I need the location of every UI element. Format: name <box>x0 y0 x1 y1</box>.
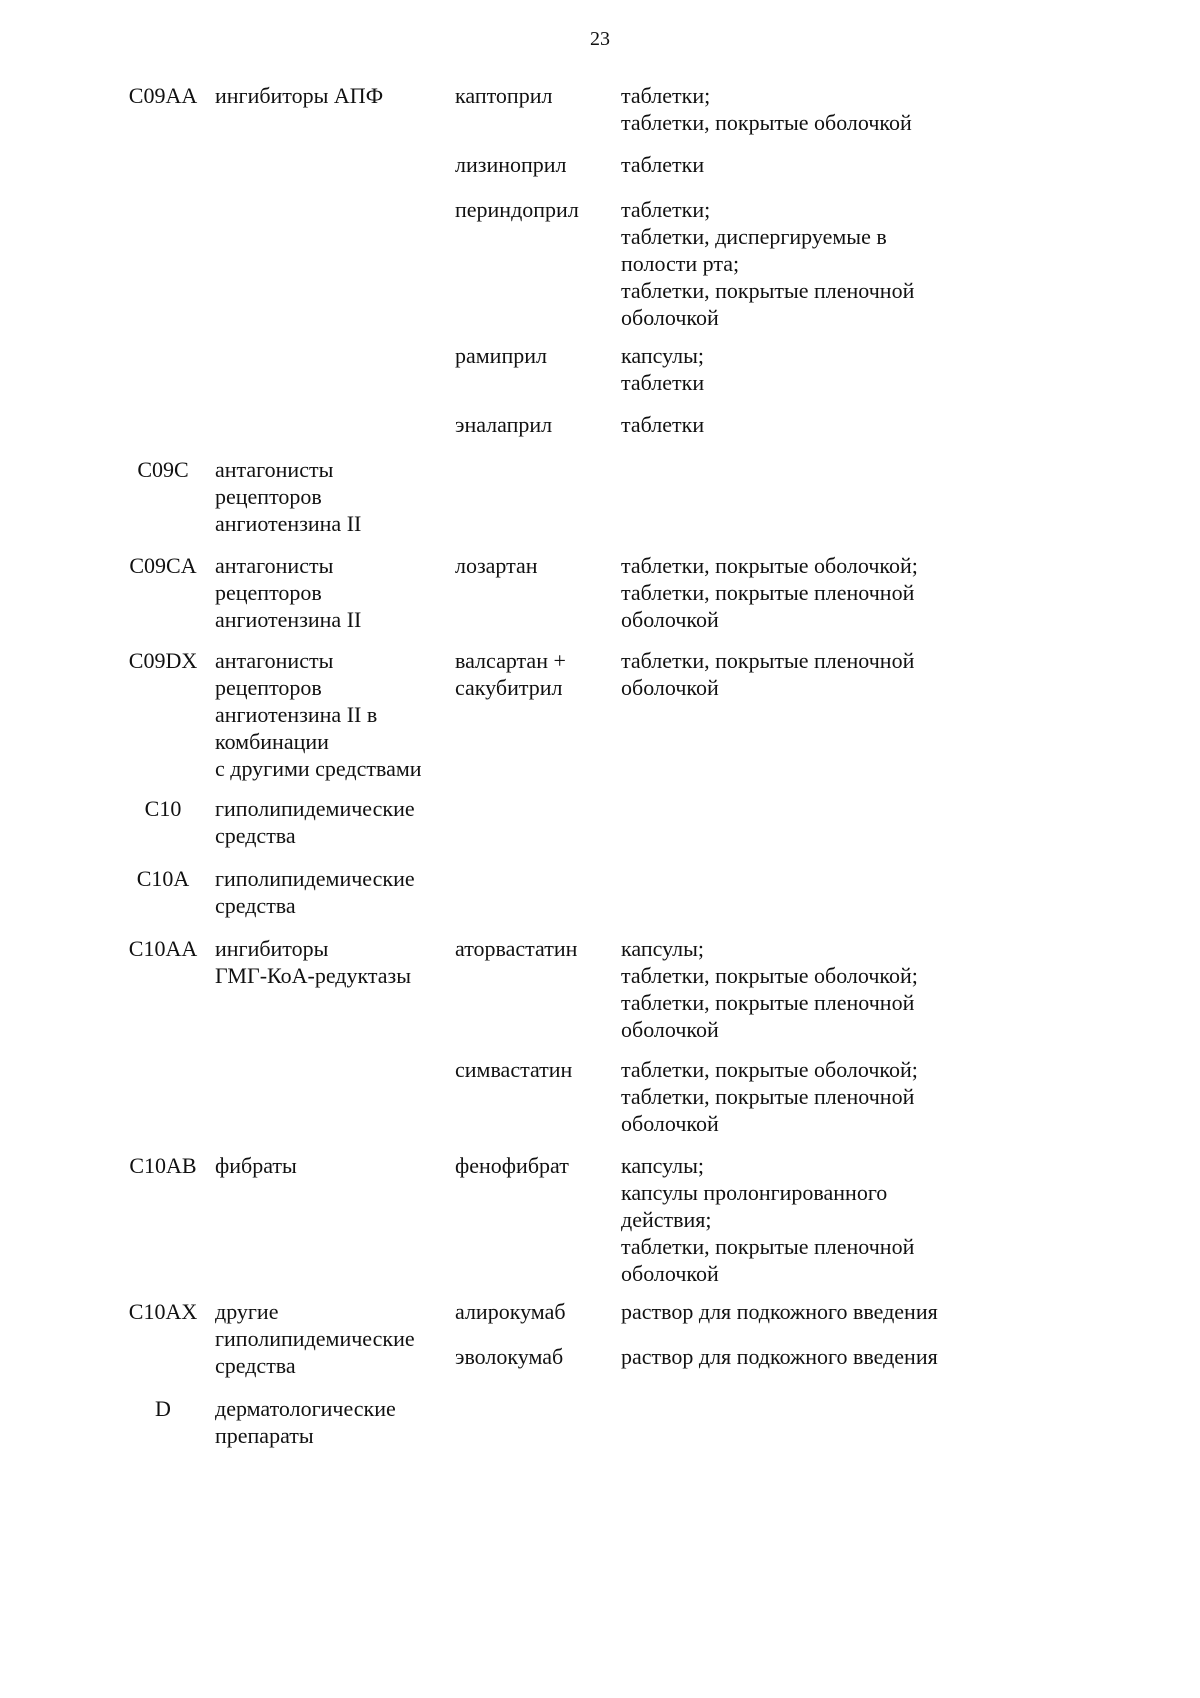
atc-group-name-line: гиполипидемические <box>215 1326 415 1351</box>
atc-group-name-line: рецепторов <box>215 580 322 605</box>
dosage-forms-line: оболочкой <box>621 305 719 330</box>
dosage-forms-line: действия; <box>621 1207 712 1232</box>
dosage-forms <box>621 1298 991 1325</box>
atc-code: C09C <box>137 457 189 482</box>
atc-code: C09DX <box>128 648 198 673</box>
drug-name <box>455 1298 615 1325</box>
dosage-forms <box>621 1056 991 1137</box>
atc-group-name <box>215 795 450 849</box>
atc-group-name-line: средства <box>215 1353 296 1378</box>
atc-group-name <box>215 552 450 633</box>
atc-code: C09CA <box>129 553 197 578</box>
drug-name-line: аторвастатин <box>455 936 578 961</box>
drug-name <box>455 647 615 701</box>
atc-group-name <box>215 865 450 919</box>
dosage-forms <box>621 1343 991 1370</box>
dosage-forms-line: таблетки, покрытые оболочкой; <box>621 963 918 988</box>
atc-group-name-line: ангиотензина II в <box>215 702 378 727</box>
atc-group-name-line: препараты <box>215 1423 314 1448</box>
dosage-forms-line: таблетки <box>621 412 705 437</box>
dosage-forms-line: капсулы; <box>621 343 704 368</box>
atc-group-name-line: гиполипидемические <box>215 866 415 891</box>
drug-name-line: лизиноприл <box>455 152 567 177</box>
atc-group-name <box>215 1395 450 1449</box>
dosage-forms-line: оболочкой <box>621 1017 719 1042</box>
atc-group-name-line: ГМГ-КоА-редуктазы <box>215 963 412 988</box>
dosage-forms-line: оболочкой <box>621 675 719 700</box>
drug-name <box>455 1056 615 1083</box>
dosage-forms-line: таблетки; <box>621 197 711 222</box>
atc-group-name <box>215 1152 450 1179</box>
dosage-forms-line: капсулы; <box>621 936 704 961</box>
dosage-forms <box>621 196 991 331</box>
dosage-forms-line: оболочкой <box>621 607 719 632</box>
atc-group-name-line: гиполипидемические <box>215 796 415 821</box>
dosage-forms <box>621 1152 991 1287</box>
dosage-forms-line: таблетки, покрытые оболочкой; <box>621 553 918 578</box>
atc-group-name-line: ангиотензина II <box>215 511 362 536</box>
drug-name-line: сакубитрил <box>455 675 563 700</box>
drug-name-line: симвастатин <box>455 1057 573 1082</box>
drug-name <box>455 82 615 109</box>
drug-name-line: фенофибрат <box>455 1153 569 1178</box>
drug-name <box>455 196 615 223</box>
dosage-forms <box>621 411 991 438</box>
dosage-forms-line: таблетки, покрытые пленочной <box>621 648 915 673</box>
dosage-forms-line: раствор для подкожного введения <box>621 1299 938 1324</box>
dosage-forms-line: оболочкой <box>621 1111 719 1136</box>
dosage-forms <box>621 552 991 633</box>
drug-name <box>455 552 615 579</box>
drug-name-line: рамиприл <box>455 343 547 368</box>
atc-code: C10AX <box>128 1299 198 1324</box>
dosage-forms-line: таблетки, покрытые пленочной <box>621 990 915 1015</box>
drug-name <box>455 151 615 178</box>
dosage-forms-line: таблетки, покрытые пленочной <box>621 580 915 605</box>
drug-name <box>455 1152 615 1179</box>
atc-group-name-line: комбинации <box>215 729 329 754</box>
dosage-forms-line: капсулы пролонгированного <box>621 1180 888 1205</box>
dosage-forms-line: таблетки, покрытые оболочкой <box>621 110 912 135</box>
atc-group-name-line: дерматологические <box>215 1396 396 1421</box>
atc-code: C10AB <box>129 1153 197 1178</box>
dosage-forms <box>621 647 991 701</box>
atc-group-name-line: средства <box>215 893 296 918</box>
dosage-forms-line: таблетки <box>621 370 705 395</box>
atc-group-name-line: антагонисты <box>215 457 334 482</box>
atc-code: C10 <box>144 796 182 821</box>
atc-group-name-line: рецепторов <box>215 675 322 700</box>
drug-name-line: периндоприл <box>455 197 579 222</box>
atc-group-name-line: средства <box>215 823 296 848</box>
dosage-forms-line: таблетки; <box>621 83 711 108</box>
page-number: 23 <box>590 28 610 50</box>
drug-name-line: каптоприл <box>455 83 553 108</box>
atc-group-name-line: другие <box>215 1299 279 1324</box>
atc-code: C10A <box>136 866 190 891</box>
drug-name <box>455 935 615 962</box>
dosage-forms-line: оболочкой <box>621 1261 719 1286</box>
atc-group-name-line: с другими средствами <box>215 756 422 781</box>
atc-group-name-line: ангиотензина II <box>215 607 362 632</box>
dosage-forms-line: раствор для подкожного введения <box>621 1344 938 1369</box>
atc-group-name-line: антагонисты <box>215 648 334 673</box>
dosage-forms <box>621 935 991 1043</box>
dosage-forms-line: таблетки, диспергируемые в <box>621 224 887 249</box>
atc-code: D <box>155 1396 171 1421</box>
drug-name <box>455 411 615 438</box>
dosage-forms-line: таблетки <box>621 152 705 177</box>
atc-group-name <box>215 456 450 537</box>
dosage-forms-line: таблетки, покрытые пленочной <box>621 1234 915 1259</box>
atc-group-name <box>215 82 450 109</box>
drug-name-line: алирокумаб <box>455 1299 566 1324</box>
atc-group-name <box>215 647 450 782</box>
dosage-forms <box>621 342 991 396</box>
drug-name <box>455 1343 615 1370</box>
dosage-forms <box>621 151 991 178</box>
atc-group-name <box>215 935 450 989</box>
atc-code: C09AA <box>128 83 198 108</box>
dosage-forms <box>621 82 991 136</box>
atc-group-name-line: рецепторов <box>215 484 322 509</box>
dosage-forms-line: таблетки, покрытые пленочной <box>621 1084 915 1109</box>
drug-name <box>455 342 615 369</box>
drug-name-line: эналаприл <box>455 412 553 437</box>
dosage-forms-line: капсулы; <box>621 1153 704 1178</box>
drug-name-line: лозартан <box>455 553 538 578</box>
atc-group-name-line: фибраты <box>215 1153 297 1178</box>
atc-group-name-line: антагонисты <box>215 553 334 578</box>
atc-code: C10AA <box>128 936 198 961</box>
atc-group-name-line: ингибиторы <box>215 936 329 961</box>
atc-group-name <box>215 1298 450 1379</box>
drug-name-line: валсартан + <box>455 648 566 673</box>
atc-group-name-line: ингибиторы АПФ <box>215 83 384 108</box>
drug-name-line: эволокумаб <box>455 1344 564 1369</box>
dosage-forms-line: таблетки, покрытые пленочной <box>621 278 915 303</box>
dosage-forms-line: таблетки, покрытые оболочкой; <box>621 1057 918 1082</box>
dosage-forms-line: полости рта; <box>621 251 740 276</box>
